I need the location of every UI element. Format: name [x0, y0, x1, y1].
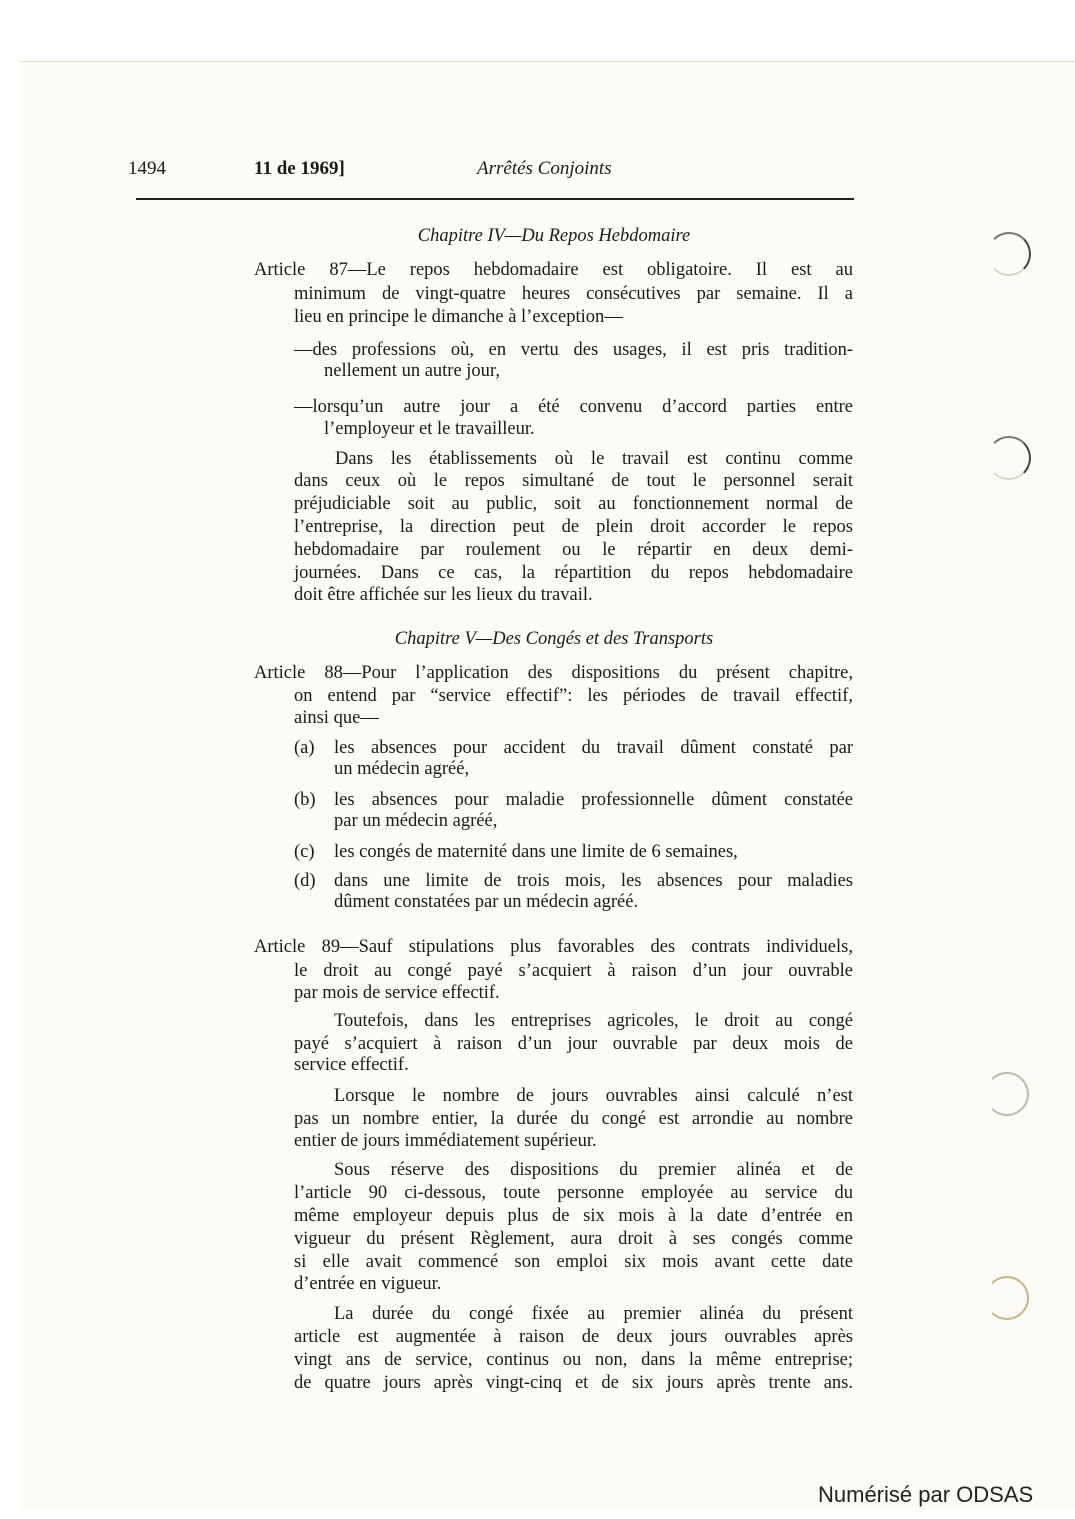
text-line: vigueur du présent Règlement, aura droit à ses congés comme: [294, 1229, 853, 1249]
text-line: service effectif.: [294, 1055, 409, 1075]
punch-hole: [985, 1072, 1029, 1116]
chapter-heading: Chapitre V—Des Congés et des Transports: [394, 629, 714, 649]
text-line: —des professions où, en vertu des usages, il est pris tradition-: [294, 340, 853, 360]
text-line: nellement un autre jour,: [324, 361, 500, 381]
text-line: par un médecin agréé,: [334, 811, 498, 831]
text-line: Sous réserve des dispositions du premier alinéa et de: [334, 1160, 853, 1180]
text-line: les absences pour maladie professionnelle dûment constatée: [334, 790, 853, 810]
text-line: les absences pour accident du travail dûment constaté par: [334, 738, 853, 758]
text-line: Toutefois, dans les entreprises agricoles, le droit au congé: [334, 1011, 853, 1031]
text-line: si elle avait commencé son emploi six mois avant cette date: [294, 1252, 853, 1272]
text-line: les congés de maternité dans une limite de 6 semaines,: [334, 842, 738, 862]
item-marker: (a): [294, 738, 315, 758]
text-line: doit être affichée sur les lieux du travail.: [294, 585, 593, 605]
text-line: article est augmentée à raison de deux jours ouvrables après: [294, 1327, 853, 1347]
punch-hole: [985, 1276, 1029, 1320]
page-number: 1494: [128, 158, 166, 179]
text-line: Dans les établissements où le travail est continu comme: [335, 449, 853, 469]
chapter-heading: Chapitre IV—Du Repos Hebdomaire: [417, 226, 691, 246]
punch-hole: [987, 232, 1031, 276]
page-edge: [20, 61, 1075, 62]
item-marker: (b): [294, 790, 316, 810]
text-line: hebdomadaire par roulement ou le répartir en deux demi-: [294, 540, 853, 560]
text-line: —lorsqu’un autre jour a été convenu d’accord parties entre: [294, 397, 853, 417]
text-line: vingt ans de service, continus ou non, dans la même entreprise;: [294, 1350, 853, 1370]
text-line: préjudiciable soit au public, soit au fonctionnement normal de: [294, 494, 853, 514]
text-line: dans ceux où le repos simultané de tout le personnel serait: [294, 471, 853, 491]
text-line: l’employeur et le travailleur.: [324, 419, 535, 439]
text-line: lieu en principe le dimanche à l’exception—: [294, 307, 623, 327]
header-rule: [136, 198, 854, 200]
text-line: d’entrée en vigueur.: [294, 1274, 442, 1294]
item-marker: (c): [294, 842, 315, 862]
text-line: l’article 90 ci-dessous, toute personne employée au service du: [294, 1183, 853, 1203]
text-line: Lorsque le nombre de jours ouvrables ainsi calculé n’est: [334, 1086, 853, 1106]
text-line: par mois de service effectif.: [294, 983, 500, 1003]
text-line: dans une limite de trois mois, les absences pour maladies: [334, 871, 853, 891]
text-line: Article 88—Pour l’application des dispositions du présent chapitre,: [254, 663, 853, 683]
text-line: La durée du congé fixée au premier alinéa du présent: [334, 1304, 853, 1324]
text-line: l’entreprise, la direction peut de plein droit accorder le repos: [294, 517, 853, 537]
text-line: on entend par “service effectif”: les périodes de travail effectif,: [294, 686, 853, 706]
law-number: 11 de 1969]: [254, 158, 345, 179]
item-marker: (d): [294, 871, 316, 891]
text-line: payé s’acquiert à raison d’un jour ouvrable par deux mois de: [294, 1034, 853, 1054]
punch-hole: [987, 436, 1031, 480]
text-line: entier de jours immédiatement supérieur.: [294, 1131, 597, 1151]
scan-watermark: Numérisé par ODSAS: [818, 1482, 1034, 1507]
running-title: Arrêtés Conjoints: [477, 158, 612, 179]
text-line: même employeur depuis plus de six mois à la date d’entrée en: [294, 1206, 853, 1226]
text-line: un médecin agréé,: [334, 759, 470, 779]
text-line: minimum de vingt-quatre heures consécutives par semaine. Il a: [294, 284, 853, 304]
text-line: dûment constatées par un médecin agréé.: [334, 892, 639, 912]
text-line: le droit au congé payé s’acquiert à raison d’un jour ouvrable: [294, 961, 853, 981]
text-line: Article 89—Sauf stipulations plus favorables des contrats individuels,: [254, 937, 853, 957]
text-line: journées. Dans ce cas, la répartition du repos hebdomadaire: [294, 563, 853, 583]
text-line: de quatre jours après vingt-cinq et de six jours après trente ans.: [294, 1373, 853, 1393]
text-line: ainsi que—: [294, 708, 379, 728]
text-line: pas un nombre entier, la durée du congé est arrondie au nombre: [294, 1109, 853, 1129]
text-line: Article 87—Le repos hebdomadaire est obligatoire. Il est au: [254, 260, 853, 280]
